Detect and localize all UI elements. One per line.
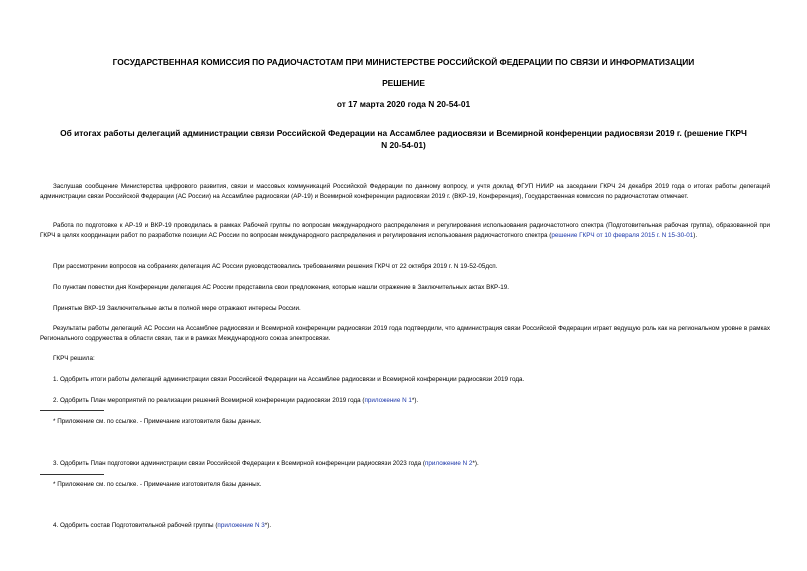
document-type: РЕШЕНИЕ [382, 78, 425, 88]
paragraph-working-group-text: Работа по подготовке к АР-19 и ВКР-19 проводилась в рамках Рабочей группы по вопросам международного распределения и регулирования использования радиочастотного спектра (Подготовительная рабочая группа), образованной при ГКРЧ в целях координации работ по разработке позиции АС России по вопросам международного распределения и регулирования использования радиочастотного спектра ( [40, 222, 770, 239]
appendix-1-link[interactable]: приложение N 1 [364, 397, 412, 404]
decision-item-2-text: 2. Одобрить План мероприятий по реализации решений Всемирной конференции радиосвязи 2019 года ( [53, 397, 365, 404]
paragraph-proposals: По пунктам повестки дня Конференции делегация АС России представила свои предложения, которые нашли отражение в Заключительных актах ВКР-19. [53, 284, 510, 291]
decision-2015-link[interactable]: решение ГКРЧ от 10 февраля 2015 г. N 15-30-01 [551, 231, 694, 239]
paragraph-working-group-end: ). [693, 231, 698, 239]
decision-item-2-end: *). [411, 397, 419, 404]
paragraph-decided: ГКРЧ решила: [53, 355, 95, 362]
footnote-1: * Приложение см. по ссылке. - Примечание изготовителя базы данных. [53, 418, 262, 425]
decision-item-3 [40, 459, 770, 469]
document-title: Об итогах работы делегаций администрации связи Российской Федерации на Ассамблее радиосвязи и Всемирной конференции радиосвязи 2019 г. (решение ГКРЧ N 20-54-01) [60, 128, 747, 150]
decision-item-3-text: 3. Одобрить План подготовки администрации связи Российской Федерации к Всемирной конференции радиосвязи 2023 года ( [53, 460, 426, 467]
paragraph-intro: Заслушав сообщение Министерства цифрового развития, связи и массовых коммуникаций Российской Федерации по данному вопросу, и учтя доклад ФГУП НИИР на заседании ГКРЧ 24 декабря 2019 года о итогах работы делегаций администрации связи Российской Федерации (АС России) на Ассамблее радиосвязи (АР-19) и Всемирной конференции радиосвязи 2019 г. (ВКР-19, Конференция), Государственная комиссия по радиочастотам отмечает. [40, 183, 770, 200]
decision-item-4-end: *). [264, 522, 272, 529]
footnote-2: * Приложение см. по ссылке. - Примечание изготовителя базы данных. [53, 481, 262, 488]
decision-item-3-end: *). [472, 460, 479, 467]
decision-item-4 [40, 521, 770, 531]
paragraph-results: Результаты работы делегаций АС России на Ассамблее радиосвязи и Всемирной конференции радиосвязи 2019 года подтвердили, что администрация связи Российской Федерации играет ведущую роль как на региональном уровне в рамках Регионального содружества в области связи, так и в рамках Международного союза электросвязи. [40, 325, 770, 342]
document-date-number: от 17 марта 2020 года N 20-54-01 [336, 99, 471, 109]
footnote-separator-2 [40, 474, 104, 475]
appendix-3-link[interactable]: приложение N 3 [217, 522, 265, 529]
paragraph-requirements: При рассмотрении вопросов на собраниях делегация АС России руководствовались требованиями решения ГКРЧ от 22 октября 2019 г. N 19-52-05дсп. [53, 263, 498, 270]
appendix-2-link[interactable]: приложение N 2 [425, 460, 473, 467]
decision-item-2 [40, 396, 770, 406]
decision-item-4-text: 4. Одобрить состав Подготовительной рабочей группы ( [53, 522, 218, 529]
organization-heading: ГОСУДАРСТВЕННАЯ КОМИССИЯ ПО РАДИОЧАСТОТАМ ПРИ МИНИСТЕРСТВЕ РОССИЙСКОЙ ФЕДЕРАЦИИ ПО СВЯЗИ И ИНФОРМАТИЗАЦИИ [112, 57, 695, 67]
decision-item-1: 1. Одобрить итоги работы делегаций администрации связи Российской Федерации на Ассамблее радиосвязи и Всемирной конференции радиосвязи 2019 года. [53, 376, 525, 383]
paragraph-final-acts: Принятые ВКР-19 Заключительные акты в полной мере отражают интересы России. [53, 305, 301, 312]
footnote-separator-1 [40, 410, 104, 411]
paragraph-working-group [40, 221, 770, 240]
